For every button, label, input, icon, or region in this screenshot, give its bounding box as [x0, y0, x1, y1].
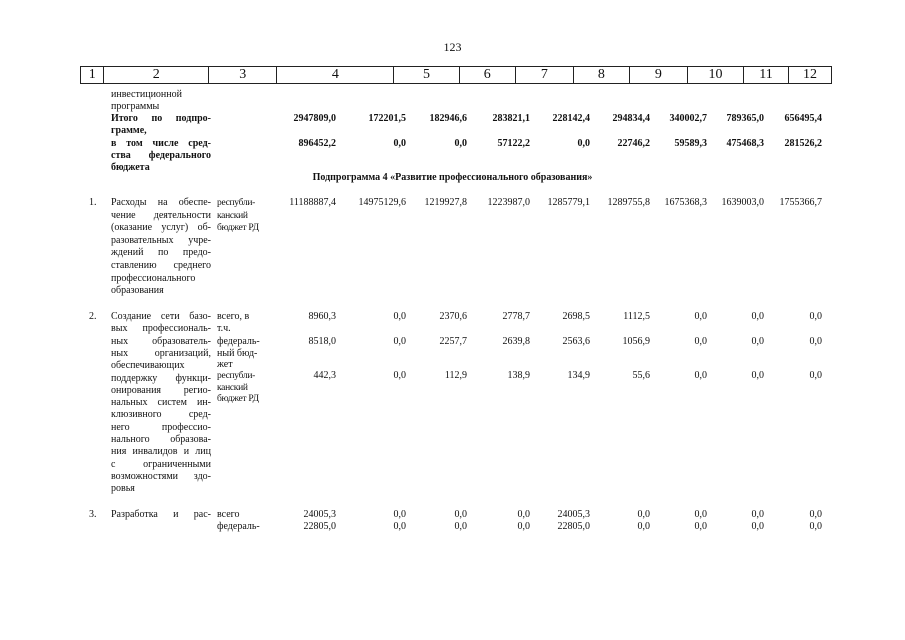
value-cell: 283821,1	[492, 113, 530, 124]
value-cell: 442,3	[313, 370, 336, 381]
text-line: федераль-	[217, 336, 260, 347]
column-header: 5	[394, 67, 459, 83]
value-cell: 0,0	[694, 509, 707, 520]
text-line: ный бюд-	[217, 347, 258, 359]
value-cell: 59589,3	[674, 138, 707, 149]
value-cell: 0,0	[637, 521, 650, 532]
value-cell: 0,0	[517, 521, 530, 532]
value-cell: 2778,7	[502, 311, 530, 322]
value-cell: 1219927,8	[424, 197, 467, 208]
federal-label: бюджета	[111, 162, 150, 173]
row-number: 3.	[89, 509, 97, 520]
text-line: образования	[111, 285, 164, 297]
value-cell: 0,0	[393, 509, 406, 520]
value-cell: 112,9	[444, 370, 467, 381]
text-line: ных организаций,	[111, 347, 211, 359]
value-cell: 22805,0	[303, 521, 336, 532]
text-line: республи-	[217, 371, 256, 381]
row-number: 1.	[89, 197, 97, 208]
value-cell: 0,0	[454, 138, 467, 149]
value-cell: 1755366,7	[779, 197, 822, 208]
value-cell: 0,0	[393, 370, 406, 381]
value-cell: 24005,3	[303, 509, 336, 520]
text-line: чение деятельности	[111, 209, 211, 221]
text-line: всего	[217, 509, 240, 520]
text-line: онирования регио-	[111, 384, 211, 396]
value-cell: 11188887,4	[289, 197, 336, 208]
text-line: бюджет РД	[217, 223, 259, 234]
value-cell: 475468,3	[726, 138, 764, 149]
text-line: разовательных учре-	[111, 234, 211, 246]
value-cell: 55,6	[632, 370, 650, 381]
value-cell: 0,0	[751, 521, 764, 532]
column-header: 10	[688, 67, 744, 83]
value-cell: 228142,4	[552, 113, 590, 124]
value-cell: 294834,4	[612, 113, 650, 124]
column-header: 8	[574, 67, 630, 83]
value-cell: 0,0	[751, 509, 764, 520]
value-cell: 2698,5	[562, 311, 590, 322]
column-header: 1	[81, 67, 104, 83]
page-number: 123	[443, 40, 462, 54]
value-cell: 22746,2	[617, 138, 650, 149]
value-cell: 0,0	[751, 370, 764, 381]
value-cell: 8960,3	[308, 311, 336, 322]
text-line: ждений по предо-	[111, 247, 211, 259]
text-line: с ограниченными	[111, 458, 211, 470]
value-cell: 1285779,1	[547, 197, 590, 208]
column-header: 6	[460, 67, 516, 83]
value-cell: 0,0	[809, 509, 822, 520]
federal-label: в том числе сред-	[111, 138, 211, 149]
value-cell: 0,0	[393, 311, 406, 322]
value-cell: 0,0	[637, 509, 650, 520]
value-cell: 789365,0	[726, 113, 764, 124]
text-line: ровья	[111, 483, 135, 495]
value-cell: 0,0	[694, 336, 707, 347]
column-header: 11	[744, 67, 789, 83]
text-line: клюзивного сред-	[111, 409, 211, 421]
value-cell: 2947809,0	[293, 113, 336, 124]
value-cell: 1289755,8	[607, 197, 650, 208]
value-cell: 656495,4	[784, 113, 822, 124]
text-line: ных образователь-	[111, 335, 211, 347]
text-line: канский	[217, 382, 248, 393]
text-line: жет	[217, 359, 233, 370]
value-cell: 2370,6	[439, 311, 467, 322]
subprogram-title: Подпрограмма 4 «Развитие профессионального образования»	[312, 172, 593, 183]
value-cell: 0,0	[694, 521, 707, 532]
text-line: республи-	[217, 198, 256, 208]
value-cell: 0,0	[809, 370, 822, 381]
value-cell: 2563,6	[562, 336, 590, 347]
desc-line: инвестиционной	[111, 89, 182, 100]
value-cell: 8518,0	[308, 336, 336, 347]
column-header: 7	[516, 67, 574, 83]
text-line: нального образова-	[111, 434, 211, 445]
value-cell: 0,0	[694, 370, 707, 381]
text-line: ния инвалидов и лиц	[111, 446, 211, 458]
value-cell: 0,0	[809, 311, 822, 322]
text-line: бюджет РД	[217, 394, 259, 404]
value-cell: 1112,5	[623, 311, 650, 322]
itogo-label: грамме,	[111, 125, 147, 136]
text-line: канский	[217, 210, 248, 221]
value-cell: 0,0	[809, 521, 822, 532]
text-line: вых профессиональ-	[111, 323, 211, 335]
value-cell: 22805,0	[557, 521, 590, 532]
text-line: всего, в	[217, 311, 250, 322]
text-line: ставлению среднего	[111, 260, 211, 271]
value-cell: 172201,5	[368, 113, 406, 124]
text-line: т.ч.	[217, 322, 231, 334]
value-cell: 0,0	[454, 521, 467, 532]
value-cell: 138,9	[507, 370, 530, 381]
value-cell: 0,0	[809, 336, 822, 347]
text-line: Создание сети базо-	[111, 311, 211, 322]
value-cell: 24005,3	[557, 509, 590, 520]
value-cell: 1639003,0	[721, 197, 764, 208]
value-cell: 0,0	[393, 138, 406, 149]
value-cell: 182946,6	[429, 113, 467, 124]
column-header: 4	[277, 67, 394, 83]
federal-label: ства федерального	[111, 150, 211, 161]
column-header: 12	[802, 67, 817, 82]
value-cell: 0,0	[577, 138, 590, 149]
text-line: возможностями здо-	[111, 470, 211, 482]
text-line: профессионального	[111, 272, 196, 284]
text-line: федераль-	[217, 521, 260, 532]
desc-line: программы	[111, 101, 160, 112]
value-cell: 57122,2	[497, 138, 530, 149]
column-header: 9	[630, 67, 688, 83]
value-cell: 14975129,6	[358, 197, 406, 208]
value-cell: 0,0	[393, 336, 406, 347]
column-header: 3	[209, 67, 277, 83]
row-number: 2.	[89, 311, 97, 322]
text-line: (оказание услуг) об-	[111, 222, 211, 234]
value-cell: 134,9	[567, 370, 590, 381]
text-line: обеспечивающих	[111, 360, 185, 372]
column-header-row	[80, 66, 832, 84]
text-line: Разработка и рас-	[111, 509, 211, 520]
column-header: 2	[104, 67, 209, 83]
itogo-label: Итого по подпро-	[111, 113, 211, 124]
value-cell: 896452,2	[298, 138, 336, 149]
value-cell: 0,0	[694, 311, 707, 322]
value-cell: 1056,9	[622, 336, 650, 347]
value-cell: 340002,7	[669, 113, 707, 124]
text-line: поддержку функци-	[111, 372, 211, 384]
text-line: нальных систем ин-	[111, 397, 211, 409]
text-line: него профессио-	[111, 421, 211, 433]
value-cell: 0,0	[751, 311, 764, 322]
value-cell: 0,0	[517, 509, 530, 520]
value-cell: 2257,7	[439, 336, 467, 347]
value-cell: 0,0	[751, 336, 764, 347]
text-line: Расходы на обеспе-	[111, 197, 211, 208]
value-cell: 2639,8	[502, 336, 530, 347]
value-cell: 1675368,3	[664, 197, 707, 208]
value-cell: 1223987,0	[487, 197, 530, 208]
value-cell: 281526,2	[784, 138, 822, 149]
value-cell: 0,0	[393, 521, 406, 532]
value-cell: 0,0	[454, 509, 467, 520]
